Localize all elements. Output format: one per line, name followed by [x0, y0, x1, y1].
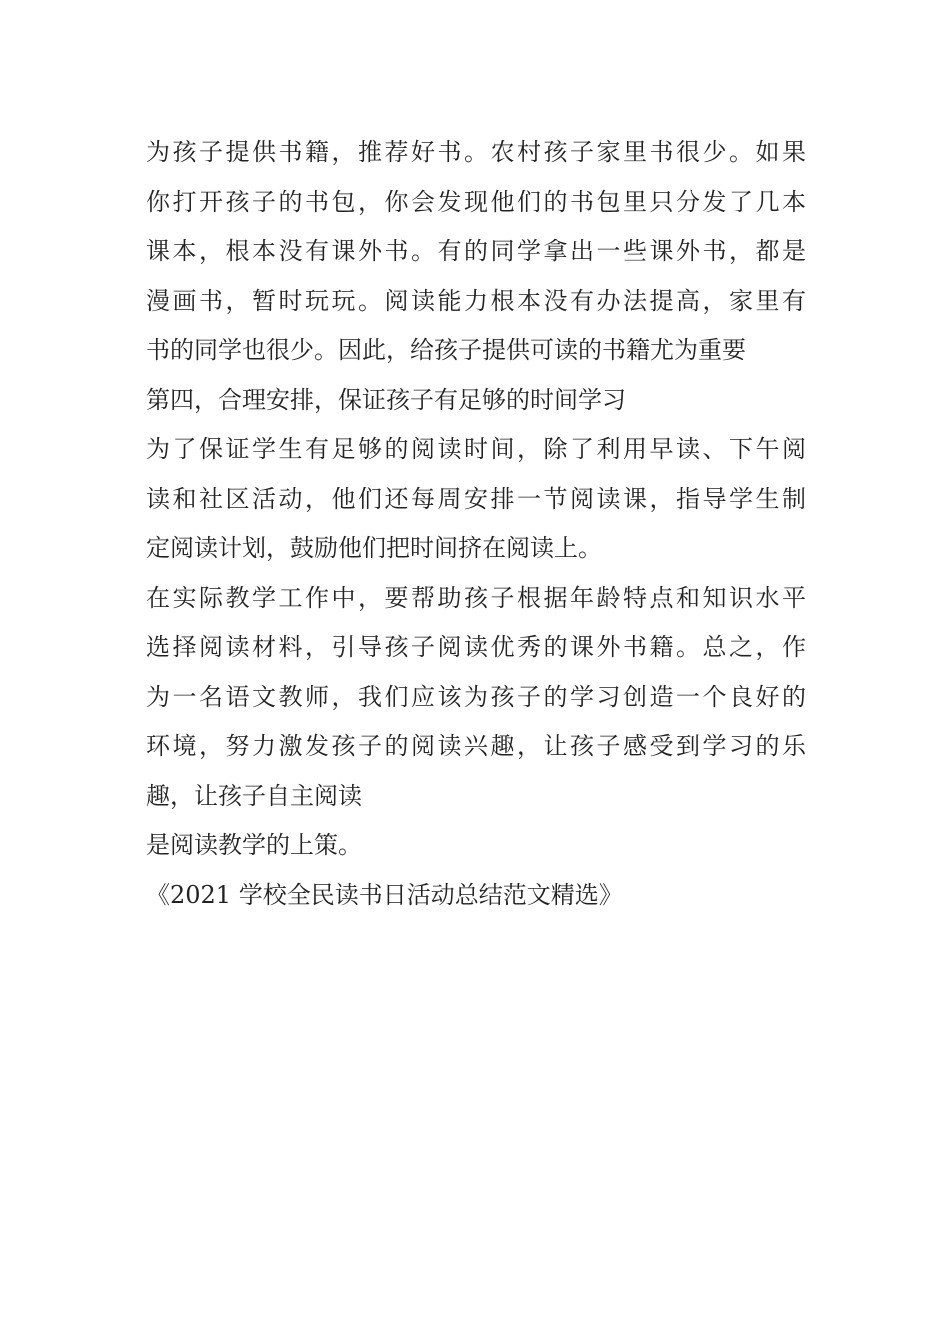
paragraph-line: 在实际教学工作中，要帮助孩子根据年龄特点和知识水平: [146, 583, 806, 612]
section-heading: 第四，合理安排，保证孩子有足够的时间学习: [146, 385, 626, 414]
paragraph-line: 课本，根本没有课外书。有的同学拿出一些课外书，都是: [146, 237, 806, 265]
paragraph-line: 漫画书，暂时玩玩。阅读能力根本没有办法提高，家里有: [146, 286, 806, 315]
paragraph-line: 定阅读计划，鼓励他们把时间挤在阅读上。: [146, 534, 602, 562]
paragraph-line: 是阅读教学的上策。: [146, 831, 362, 859]
paragraph-line: 选择阅读材料，引导孩子阅读优秀的课外书籍。总之，作: [146, 633, 806, 661]
document-title-footer: 《2021 学校全民读书日活动总结范文精选》: [146, 880, 623, 909]
paragraph-line: 为一名语文教师，我们应该为孩子的学习创造一个良好的: [146, 682, 806, 711]
paragraph-line: 书的同学也很少。因此，给孩子提供可读的书籍尤为重要: [146, 336, 746, 364]
document-body: [146, 128, 806, 920]
paragraph-line: 读和社区活动，他们还每周安排一节阅读课，指导学生制: [146, 484, 806, 513]
paragraph-line: 环境，努力激发孩子的阅读兴趣，让孩子感受到学习的乐: [146, 732, 806, 760]
paragraph-line: 为了保证学生有足够的阅读时间，除了利用早读、下午阅: [146, 435, 806, 463]
paragraph-line: 趣，让孩子自主阅读: [146, 781, 362, 810]
paragraph-line: 为孩子提供书籍，推荐好书。农村孩子家里书很少。如果: [146, 138, 806, 166]
paragraph-line: 你打开孩子的书包，你会发现他们的书包里只分发了几本: [146, 187, 806, 216]
